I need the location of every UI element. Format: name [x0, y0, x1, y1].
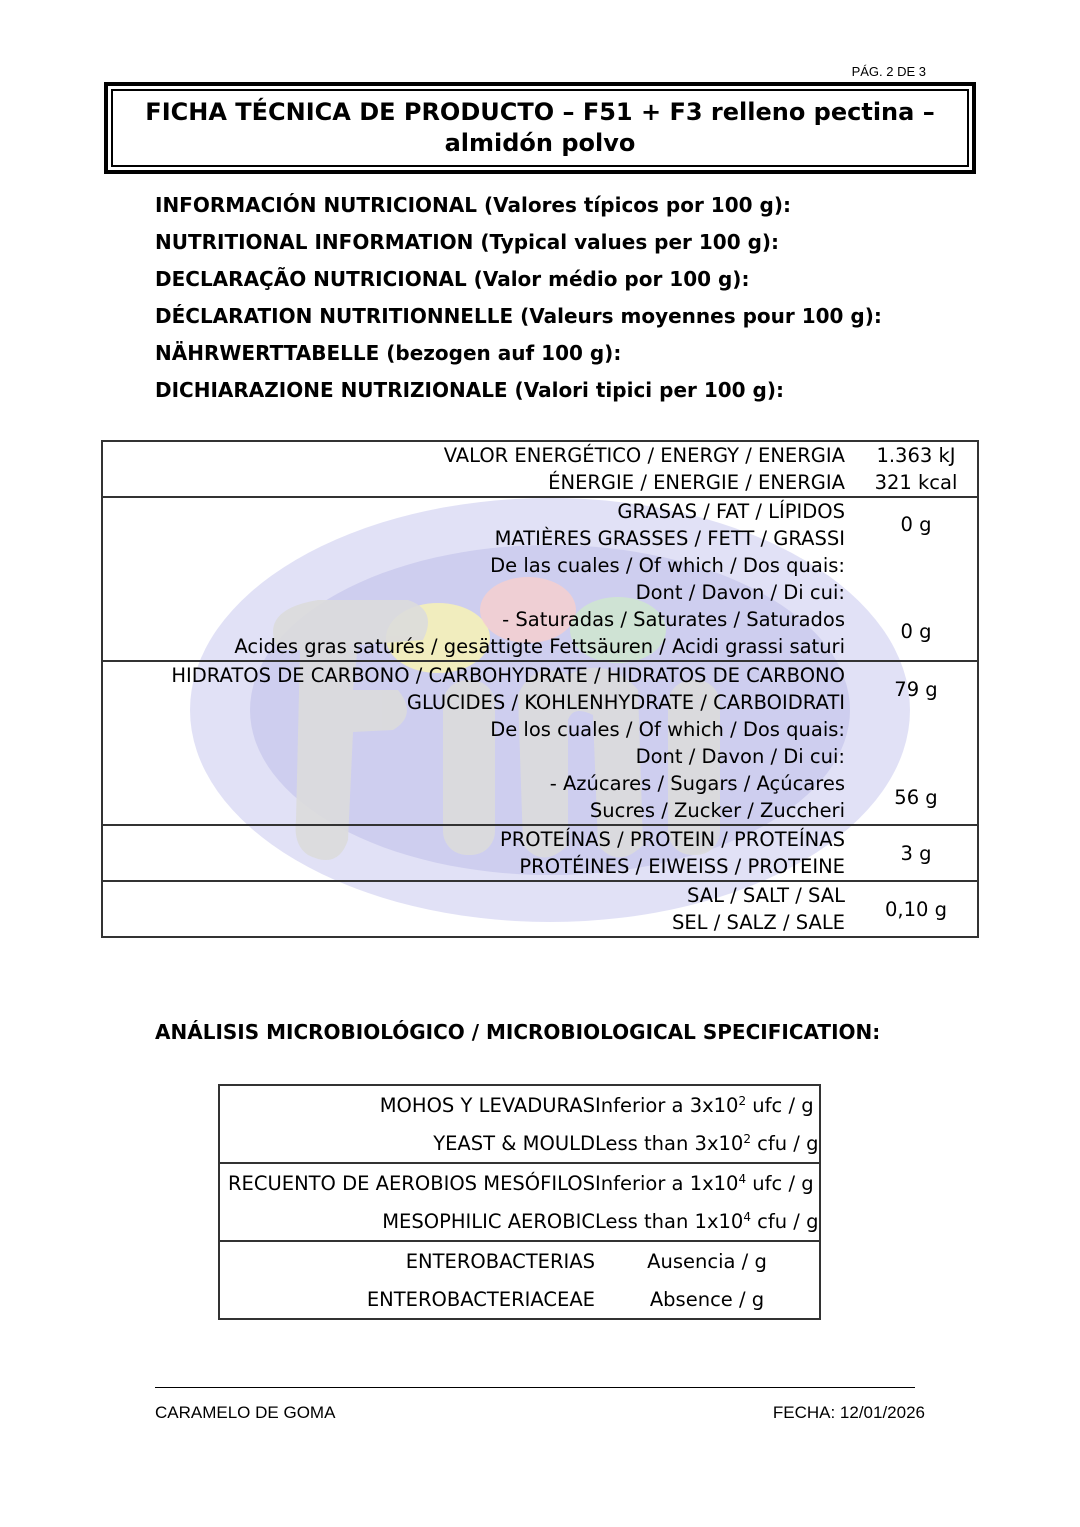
saturates-value: 0 g: [900, 620, 932, 643]
carbs-label-3: De los cuales / Of which / Dos quais:: [490, 718, 845, 741]
heading-es: INFORMACIÓN NUTRICIONAL (Valores típicos por 100 g):: [155, 193, 791, 217]
carbs-value: 79 g: [894, 678, 938, 701]
title-line-1: FICHA TÉCNICA DE PRODUCTO – F51 + F3 relleno pectina –: [145, 98, 935, 126]
protein-values: [855, 825, 978, 881]
footer-product: CARAMELO DE GOMA: [155, 1403, 336, 1422]
salt-labels: [102, 881, 855, 937]
micro-value: [595, 1163, 820, 1202]
carbs-values: [855, 661, 978, 825]
micro-row: [219, 1163, 820, 1202]
nutrition-headings: [155, 190, 882, 412]
document-title: [111, 89, 969, 167]
micro-value: Absence / g: [649, 1287, 765, 1311]
micro-row: [219, 1124, 820, 1163]
heading-en: NUTRITIONAL INFORMATION (Typical values per 100 g):: [155, 230, 780, 254]
footer-divider: [155, 1387, 915, 1388]
salt-row: [102, 881, 978, 937]
heading-de: NÄHRWERTTABELLE (bezogen auf 100 g):: [155, 341, 622, 365]
carbs-labels: [102, 661, 855, 825]
fat-label-5: - Saturadas / Saturates / Saturados: [502, 608, 845, 631]
energy-kj: 1.363 kJ: [876, 444, 956, 467]
micro-value-exp: 4: [743, 1209, 751, 1224]
micro-value-exp: 4: [738, 1171, 747, 1186]
protein-row: [102, 825, 978, 881]
micro-value-post: ufc / g: [746, 1171, 814, 1195]
sugars-value: 56 g: [894, 786, 938, 809]
carbs-label-5: - Azúcares / Sugars / Açúcares: [549, 772, 845, 795]
salt-label-1: SAL / SALT / SAL: [687, 884, 845, 907]
micro-value-post: cfu / g: [750, 1131, 819, 1155]
energy-label-1: VALOR ENERGÉTICO / ENERGY / ENERGIA: [443, 444, 845, 467]
salt-value: 0,10 g: [885, 898, 947, 921]
carbs-label-4: Dont / Davon / Di cui:: [635, 745, 845, 768]
title-line-2: almidón polvo: [444, 129, 636, 157]
carbs-label-1: HIDRATOS DE CARBONO / CARBOHYDRATE / HIDRATOS DE CARBONO: [171, 664, 845, 687]
micro-value-post: cfu / g: [750, 1209, 819, 1233]
micro-table: [218, 1084, 821, 1320]
fat-labels: [102, 497, 855, 661]
micro-label: YEAST & MOULD: [433, 1131, 595, 1155]
energy-values: [855, 441, 978, 497]
micro-row: [219, 1202, 820, 1241]
protein-label-2: PROTÉINES / EIWEISS / PROTEINE: [519, 855, 845, 878]
micro-value-pre: Inferior a 3x10: [595, 1093, 739, 1117]
fat-value: 0 g: [900, 513, 932, 536]
micro-value: [595, 1124, 820, 1163]
micro-label: MESOPHILIC AEROBIC: [382, 1209, 595, 1233]
energy-row: [102, 441, 978, 497]
micro-heading: ANÁLISIS MICROBIOLÓGICO / MICROBIOLOGICAL SPECIFICATION:: [155, 1020, 881, 1044]
micro-value-exp: 2: [738, 1093, 747, 1108]
fat-row: [102, 497, 978, 661]
micro-label: RECUENTO DE AEROBIOS MESÓFILOS: [219, 1163, 595, 1202]
micro-value-pre: Inferior a 1x10: [595, 1171, 739, 1195]
energy-kcal: 321 kcal: [874, 471, 958, 494]
micro-value: Ausencia / g: [595, 1241, 820, 1280]
micro-row: [219, 1280, 820, 1319]
micro-label: MOHOS Y LEVADURAS: [379, 1093, 595, 1117]
salt-values: [855, 881, 978, 937]
salt-label-2: SEL / SALZ / SALE: [671, 911, 845, 934]
micro-row: [219, 1085, 820, 1124]
carbs-row: [102, 661, 978, 825]
protein-value: 3 g: [900, 842, 932, 865]
fat-label-1: GRASAS / FAT / LÍPIDOS: [617, 500, 845, 523]
fat-label-2: MATIÈRES GRASSES / FETT / GRASSI: [494, 527, 845, 550]
micro-value: [595, 1202, 820, 1241]
micro-value-pre: Less than 1x10: [595, 1209, 744, 1233]
energy-label-2: ÉNERGIE / ENERGIE / ENERGIA: [548, 471, 845, 494]
micro-label: ENTEROBACTERIACEAE: [366, 1287, 595, 1311]
nutrition-table: [101, 440, 979, 938]
micro-value-post: ufc / g: [746, 1093, 814, 1117]
heading-fr: DÉCLARATION NUTRITIONNELLE (Valeurs moyennes pour 100 g):: [155, 304, 882, 328]
fat-label-4: Dont / Davon / Di cui:: [635, 581, 845, 604]
fat-values: [855, 497, 978, 661]
carbs-label-6: Sucres / Zucker / Zuccheri: [589, 799, 845, 822]
energy-labels: [102, 441, 855, 497]
carbs-label-2: GLUCIDES / KOHLENHYDRATE / CARBOIDRATI: [406, 691, 845, 714]
fat-label-3: De las cuales / Of which / Dos quais:: [490, 554, 845, 577]
micro-value-exp: 2: [743, 1131, 751, 1146]
micro-value: [595, 1085, 820, 1124]
protein-labels: [102, 825, 855, 881]
micro-value-pre: Less than 3x10: [595, 1131, 744, 1155]
fat-label-6: Acides gras saturés / gesättigte Fettsäuren / Acidi grassi saturi: [234, 635, 845, 658]
protein-label-1: PROTEÍNAS / PROTEIN / PROTEÍNAS: [499, 828, 845, 851]
heading-it: DICHIARAZIONE NUTRIZIONALE (Valori tipici per 100 g):: [155, 378, 784, 402]
page-number: PÁG. 2 DE 3: [851, 64, 926, 79]
heading-pt: DECLARAÇÃO NUTRICIONAL (Valor médio por 100 g):: [155, 267, 750, 291]
title-box: [104, 82, 976, 174]
micro-label: ENTEROBACTERIAS: [219, 1241, 595, 1280]
footer-date: FECHA: 12/01/2026: [772, 1403, 925, 1422]
micro-row: [219, 1241, 820, 1280]
